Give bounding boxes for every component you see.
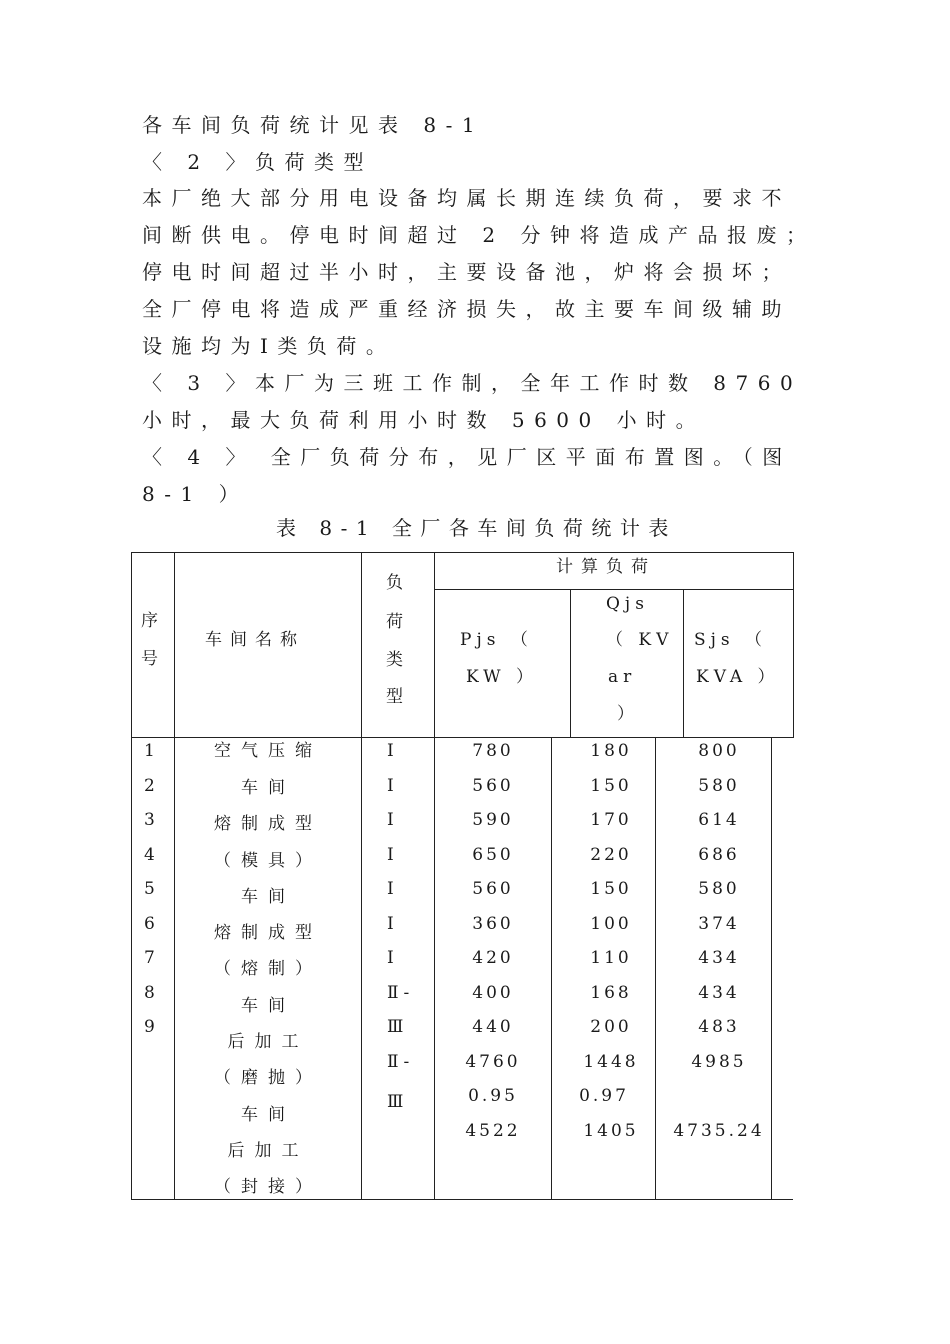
seq-cell: 1	[144, 741, 160, 761]
sjs-cell: 374	[698, 914, 740, 934]
table-rule	[174, 552, 175, 1200]
seq-cell: 3	[144, 810, 160, 830]
paragraph-line: 8-1 ）	[142, 482, 249, 506]
type-cell: Ⅰ	[387, 879, 399, 899]
header-name: 车间名称	[205, 630, 305, 650]
name-cell: （熔制）	[214, 959, 322, 979]
name-cell: 车间	[241, 1105, 295, 1125]
sjs-cell: 483	[698, 1017, 740, 1037]
table-caption: 表 8-1 全厂各车间负荷统计表	[276, 516, 677, 540]
pjs-cell: 650	[472, 845, 514, 865]
table-rule	[683, 589, 684, 737]
header-type: 型	[386, 687, 408, 707]
header-calc-load: 计算负荷	[556, 557, 656, 577]
header-qjs: ）	[617, 704, 639, 724]
seq-cell: 8	[144, 983, 160, 1003]
pjs-cell: 440	[472, 1017, 514, 1037]
table-rule	[131, 737, 793, 738]
header-pjs: KW ）	[466, 667, 538, 687]
name-cell: 熔制成型	[214, 814, 322, 834]
type-cell: Ⅲ	[387, 1017, 409, 1037]
seq-cell: 2	[144, 776, 160, 796]
table-border-right	[793, 552, 794, 738]
qjs-cell: 220	[590, 845, 632, 865]
pjs-cell: 4760	[465, 1052, 521, 1072]
type-cell: Ⅱ-	[387, 983, 415, 1003]
table-rule	[570, 589, 571, 737]
pjs-cell: 560	[472, 879, 514, 899]
sjs-cell: 580	[698, 879, 740, 899]
header-qjs: Qjs	[606, 594, 649, 614]
header-seq: 号	[141, 649, 163, 669]
name-cell: 后加工	[227, 1141, 309, 1161]
name-cell: （封接）	[214, 1177, 322, 1197]
seq-cell: 6	[144, 914, 160, 934]
sjs-cell: 4985	[691, 1052, 747, 1072]
header-seq: 序	[141, 611, 163, 631]
qjs-cell: 150	[590, 776, 632, 796]
sjs-cell: 434	[698, 948, 740, 968]
pjs-cell: 400	[472, 983, 514, 1003]
qjs-cell: 168	[590, 983, 632, 1003]
type-cell: Ⅰ	[387, 810, 399, 830]
name-cell: 车间	[241, 996, 295, 1016]
qjs-cell: 180	[590, 741, 632, 761]
qjs-cell: 200	[590, 1017, 632, 1037]
name-cell: （磨抛）	[214, 1068, 322, 1088]
qjs-cell: 170	[590, 810, 632, 830]
paragraph-line: 〈 2 〉负荷类型	[142, 150, 373, 174]
paragraph-line: 本厂绝大部分用电设备均属长期连续负荷，要求不	[142, 186, 791, 210]
pjs-cell: 590	[472, 810, 514, 830]
paragraph-line: 小时，最大负荷利用小时数 5600 小时。	[142, 408, 706, 432]
header-sjs: Sjs （	[694, 630, 768, 650]
header-pjs: Pjs （	[460, 630, 533, 650]
paragraph-line: 〈 3 〉本厂为三班工作制，全年工作时数 8760	[142, 371, 803, 395]
pjs-cell: 560	[472, 776, 514, 796]
paragraph-line: 〈 4 〉 全厂负荷分布，见厂区平面布置图。（图	[142, 445, 792, 469]
pjs-cell: 360	[472, 914, 514, 934]
type-cell: Ⅰ	[387, 914, 399, 934]
paragraph-line: 间断供电。停电时间超过 2 分钟将造成产品报废；	[142, 223, 816, 247]
header-type: 负	[386, 573, 408, 593]
header-type: 类	[386, 650, 408, 670]
name-cell: 空气压缩	[214, 741, 322, 761]
header-sjs: KVA ）	[696, 667, 780, 687]
type-cell: Ⅰ	[387, 776, 399, 796]
name-cell: 熔制成型	[214, 923, 322, 943]
qjs-cell: 110	[590, 948, 632, 968]
table-border-left	[131, 552, 132, 1200]
table-rule	[361, 552, 362, 1200]
table-border-top	[131, 552, 793, 553]
pjs-cell: 0.95	[468, 1086, 518, 1106]
header-type: 荷	[386, 612, 408, 632]
paragraph-line: 各车间负荷统计见表 8-1	[142, 113, 485, 137]
name-cell: 车间	[241, 778, 295, 798]
seq-cell: 9	[144, 1017, 160, 1037]
seq-cell: 4	[144, 845, 160, 865]
pjs-cell: 4522	[465, 1121, 521, 1141]
type-cell: Ⅰ	[387, 741, 399, 761]
type-cell: Ⅰ	[387, 845, 399, 865]
header-qjs: ar	[608, 667, 637, 687]
qjs-cell: 0.97	[579, 1086, 629, 1106]
paragraph-line: 停电时间超过半小时，主要设备池，炉将会损坏；	[142, 260, 791, 284]
seq-cell: 5	[144, 879, 160, 899]
seq-cell: 7	[144, 948, 160, 968]
paragraph-line: 全厂停电将造成严重经济损失，故主要车间级辅助	[142, 297, 791, 321]
sjs-cell: 614	[698, 810, 740, 830]
qjs-cell: 100	[590, 914, 632, 934]
header-qjs: （ KV	[606, 630, 674, 650]
name-cell: 后加工	[227, 1032, 309, 1052]
qjs-cell: 1448	[583, 1052, 639, 1072]
sjs-cell: 686	[698, 845, 740, 865]
paragraph-line: 设施均为Ⅰ类负荷。	[142, 334, 396, 358]
pjs-cell: 420	[472, 948, 514, 968]
pjs-cell: 780	[472, 741, 514, 761]
table-border-bottom	[131, 1199, 793, 1200]
sjs-cell: 4735.24	[673, 1121, 765, 1141]
type-cell: Ⅱ-	[387, 1052, 415, 1072]
sjs-cell: 580	[698, 776, 740, 796]
qjs-cell: 150	[590, 879, 632, 899]
type-cell: Ⅲ	[387, 1092, 409, 1112]
sjs-cell: 434	[698, 983, 740, 1003]
qjs-cell: 1405	[583, 1121, 639, 1141]
name-cell: （模具）	[214, 851, 322, 871]
table-rule	[434, 589, 793, 590]
sjs-cell: 800	[698, 741, 740, 761]
type-cell: Ⅰ	[387, 948, 399, 968]
name-cell: 车间	[241, 887, 295, 907]
